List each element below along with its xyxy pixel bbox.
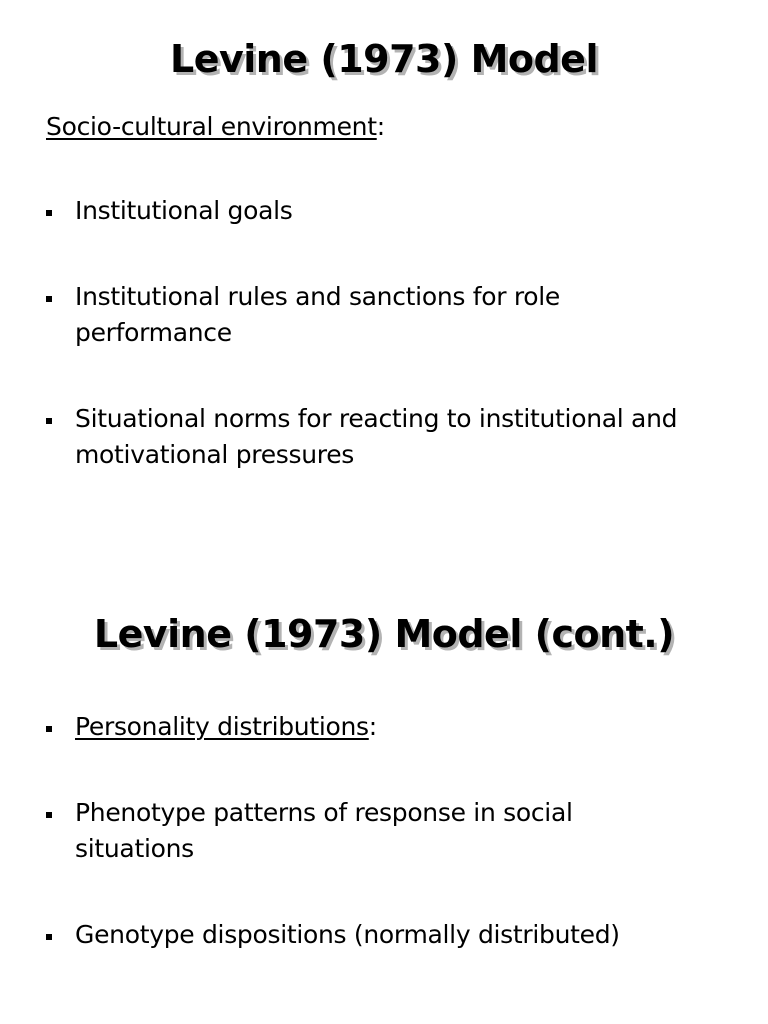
bullet-text: Institutional goals [75,196,293,225]
bullet-marker-icon [46,934,52,940]
slide-2-title: Levine (1973) Model (cont.) [93,612,675,656]
bullet-marker-icon [46,726,52,732]
bullet-text-underlined: Personality distributions [75,712,369,741]
section-heading-text: Socio-cultural environment [46,112,377,141]
section-heading [46,112,385,142]
bullet-text [75,709,755,745]
section-heading-colon: : [376,112,385,141]
bullet-text: Phenotype patterns of response in social situations [75,798,573,863]
bullet-marker-icon [46,812,52,818]
bullet-text: Institutional rules and sanctions for role performance [75,282,561,347]
bullet-marker-icon [46,418,52,424]
slide-2 [0,512,768,1024]
slide-1-title: Levine (1973) Model [170,37,598,81]
bullet-text: Genotype dispositions (normally distributed) [75,920,620,949]
bullet-marker-icon [46,210,52,216]
bullet-text-colon: : [368,712,377,741]
bullet-marker-icon [46,296,52,302]
bullet-text: Situational norms for reacting to institutional and motivational pressures [75,404,678,469]
